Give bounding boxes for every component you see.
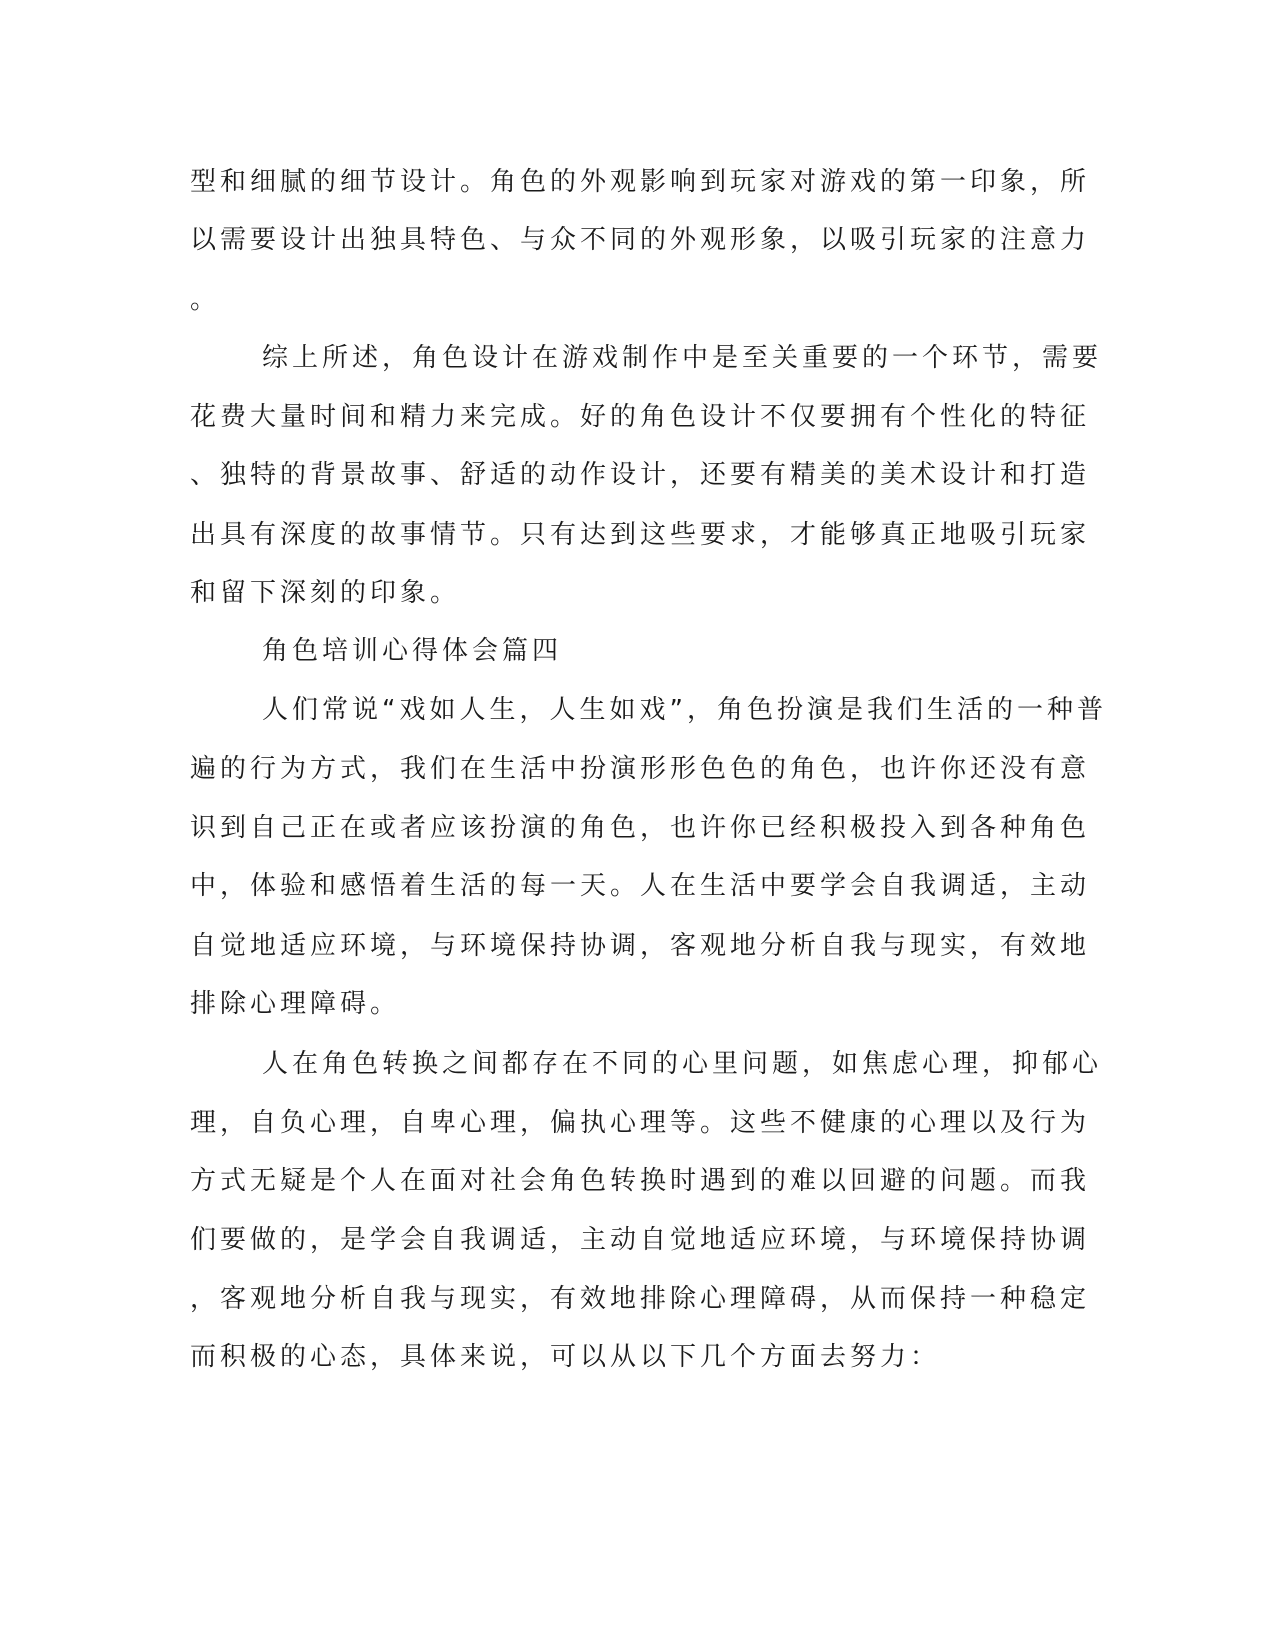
text-line: 遍的行为方式，我们在生活中扮演形形色色的角色，也许你还没有意 <box>190 754 1091 784</box>
section-heading: 角色培训心得体会篇四 <box>262 636 563 666</box>
text-line: 以需要设计出独具特色、与众不同的外观形象，以吸引玩家的注意力 <box>190 225 1091 255</box>
text-line: 中，体验和感悟着生活的每一天。人在生活中要学会自我调适，主动 <box>190 871 1091 901</box>
text-line: 们要做的，是学会自我调适，主动自觉地适应环境，与环境保持协调 <box>190 1225 1091 1255</box>
text-line: 识到自己正在或者应该扮演的角色，也许你已经积极投入到各种角色 <box>190 813 1091 843</box>
text-line: 人们常说“戏如人生，人生如戏”，角色扮演是我们生活的一种普 <box>262 695 1107 725</box>
text-line: 型和细腻的细节设计。角色的外观影响到玩家对游戏的第一印象，所 <box>190 167 1091 197</box>
text-line: 。 <box>190 285 221 315</box>
text-line: 方式无疑是个人在面对社会角色转换时遇到的难以回避的问题。而我 <box>190 1166 1091 1196</box>
text-line: 而积极的心态，具体来说，可以从以下几个方面去努力： <box>190 1342 941 1372</box>
text-line: 人在角色转换之间都存在不同的心里问题，如焦虑心理，抑郁心 <box>262 1049 1103 1079</box>
text-line: 出具有深度的故事情节。只有达到这些要求，才能够真正地吸引玩家 <box>190 520 1091 550</box>
text-line: 排除心理障碍。 <box>190 989 401 1019</box>
text-line: 综上所述，角色设计在游戏制作中是至关重要的一个环节，需要 <box>262 343 1103 373</box>
text-line: 花费大量时间和精力来完成。好的角色设计不仅要拥有个性化的特征 <box>190 402 1091 432</box>
text-line: 自觉地适应环境，与环境保持协调，客观地分析自我与现实，有效地 <box>190 931 1091 961</box>
text-line: 理，自负心理，自卑心理，偏执心理等。这些不健康的心理以及行为 <box>190 1108 1091 1138</box>
text-line: 和留下深刻的印象。 <box>190 578 461 608</box>
text-line: 、独特的背景故事、舒适的动作设计，还要有精美的美术设计和打造 <box>190 460 1091 490</box>
text-line: ，客观地分析自我与现实，有效地排除心理障碍，从而保持一种稳定 <box>190 1284 1091 1314</box>
